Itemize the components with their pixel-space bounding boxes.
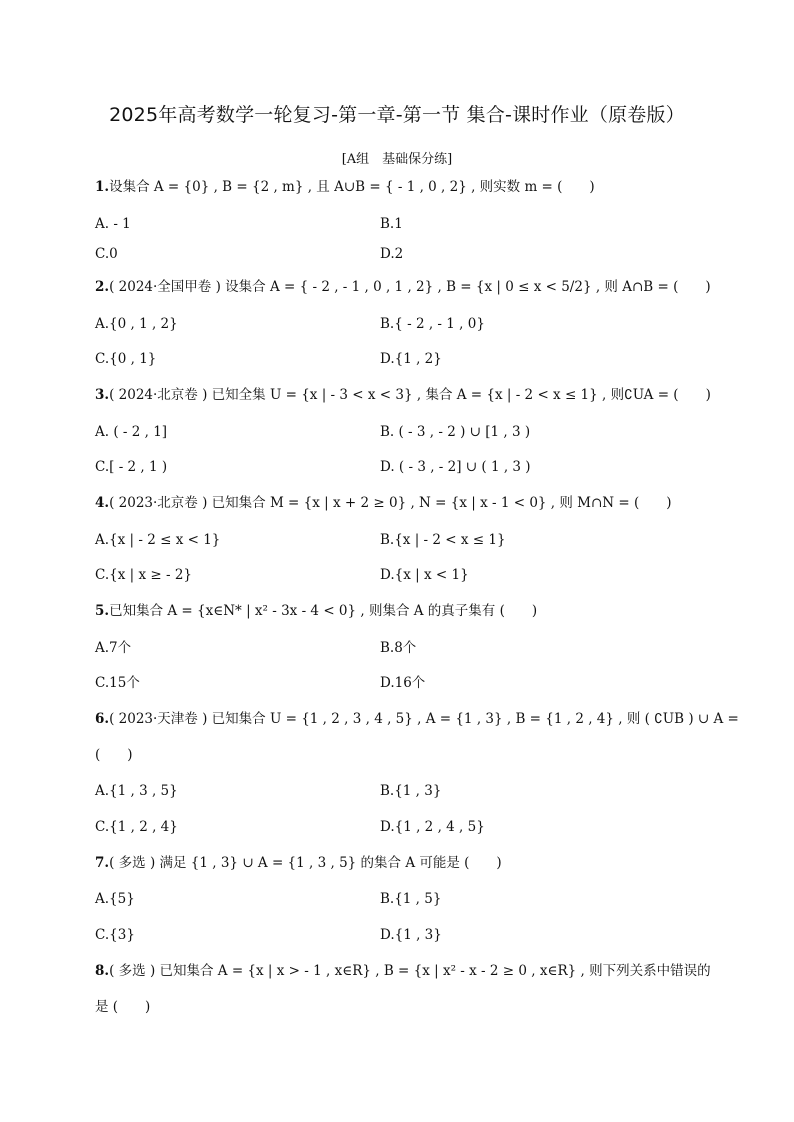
question-number: 1. — [95, 179, 110, 195]
option-d: D.{1 , 2 , 4 , 5} — [380, 819, 485, 835]
question-stem: 已知集合 A = {x∈N* | x² - 3x - 4 < 0} , 则集合 A 的真子集有 ( ) — [109, 603, 538, 619]
option-a: A.{1 , 3 , 5} — [95, 783, 178, 799]
question-6 — [95, 709, 739, 729]
option-c: C.15个 — [95, 675, 140, 691]
option-a: A.7个 — [95, 640, 132, 656]
option-a: A. ( - 2 , 1] — [95, 424, 168, 440]
question-stem: ( 2024·全国甲卷 ) 设集合 A = { - 2 , - 1 , 0 , 1 , 2} , B = {x | 0 ≤ x < 5/2} , 则 A∩B = ( ) — [109, 279, 711, 295]
option-d: D.{x | x < 1} — [380, 567, 469, 583]
option-d: D.2 — [380, 246, 404, 262]
option-a: A.{x | - 2 ≤ x < 1} — [95, 532, 221, 548]
question-8 — [95, 961, 711, 981]
option-b: B.{x | - 2 < x ≤ 1} — [380, 532, 506, 548]
option-a: A. - 1 — [95, 216, 131, 232]
option-c: C.0 — [95, 246, 118, 262]
question-number: 3. — [95, 387, 110, 403]
option-a: A.{5} — [95, 891, 135, 907]
question-4 — [95, 493, 705, 513]
group-label: [A组 基础保分练] — [341, 152, 453, 167]
question-stem: ( 2024·北京卷 ) 已知全集 U = {x | - 3 < x < 3} , 集合 A = {x | - 2 < x ≤ 1} , 则∁UA = ( ) — [109, 387, 711, 403]
option-b: B.1 — [380, 216, 403, 232]
option-d: D.16个 — [380, 675, 426, 691]
option-b: B.{1 , 3} — [380, 783, 442, 799]
question-6-continued: ( ) — [95, 747, 133, 763]
option-b: B. ( - 3 , - 2 ) ∪ [1 , 3 ) — [380, 424, 531, 440]
question-stem: ( 多选 ) 已知集合 A = {x | x > - 1 , x∈R} , B = {x | x² - x - 2 ≥ 0 , x∈R} , 则下列关系中错误的 — [109, 963, 711, 979]
option-d: D. ( - 3 , - 2] ∪ ( 1 , 3 ) — [380, 459, 531, 475]
question-number: 7. — [95, 855, 110, 871]
question-stem: 设集合 A = {0} , B = {2 , m} , 且 A∪B = { - 1 , 0 , 2} , 则实数 m = ( ) — [109, 179, 595, 195]
question-5 — [95, 601, 705, 621]
option-b: B.{ - 2 , - 1 , 0} — [380, 316, 485, 332]
option-d: D.{1 , 2} — [380, 351, 442, 367]
option-c: C.{3} — [95, 927, 135, 943]
question-3 — [95, 385, 711, 405]
question-8-continued: 是 ( ) — [95, 999, 151, 1015]
option-b: B.8个 — [380, 640, 417, 656]
option-a: A.{0 , 1 , 2} — [95, 316, 178, 332]
question-stem: ( 2023·北京卷 ) 已知集合 M = {x | x + 2 ≥ 0} , N = {x | x - 1 < 0} , 则 M∩N = ( ) — [109, 495, 672, 511]
question-stem: ( 2023·天津卷 ) 已知集合 U = {1 , 2 , 3 , 4 , 5} , A = {1 , 3} , B = {1 , 2 , 4} , 则 ( ∁UB ) ∪ A = — [109, 711, 739, 727]
question-stem: ( 多选 ) 满足 {1 , 3} ∪ A = {1 , 3 , 5} 的集合 A 可能是 ( ) — [109, 855, 502, 871]
question-number: 2. — [95, 279, 110, 295]
question-number: 4. — [95, 495, 110, 511]
question-1 — [95, 177, 705, 197]
option-c: C.{0 , 1} — [95, 351, 157, 367]
option-d: D.{1 , 3} — [380, 927, 442, 943]
question-7 — [95, 853, 705, 873]
page-title: 2025年高考数学一轮复习-第一章-第一节 集合-课时作业（原卷版） — [109, 104, 685, 126]
option-c: C.[ - 2 , 1 ) — [95, 459, 168, 475]
option-c: C.{1 , 2 , 4} — [95, 819, 178, 835]
option-c: C.{x | x ≥ - 2} — [95, 567, 193, 583]
question-2 — [95, 277, 711, 297]
question-number: 5. — [95, 603, 110, 619]
option-b: B.{1 , 5} — [380, 891, 442, 907]
question-number: 6. — [95, 711, 110, 727]
question-number: 8. — [95, 963, 110, 979]
